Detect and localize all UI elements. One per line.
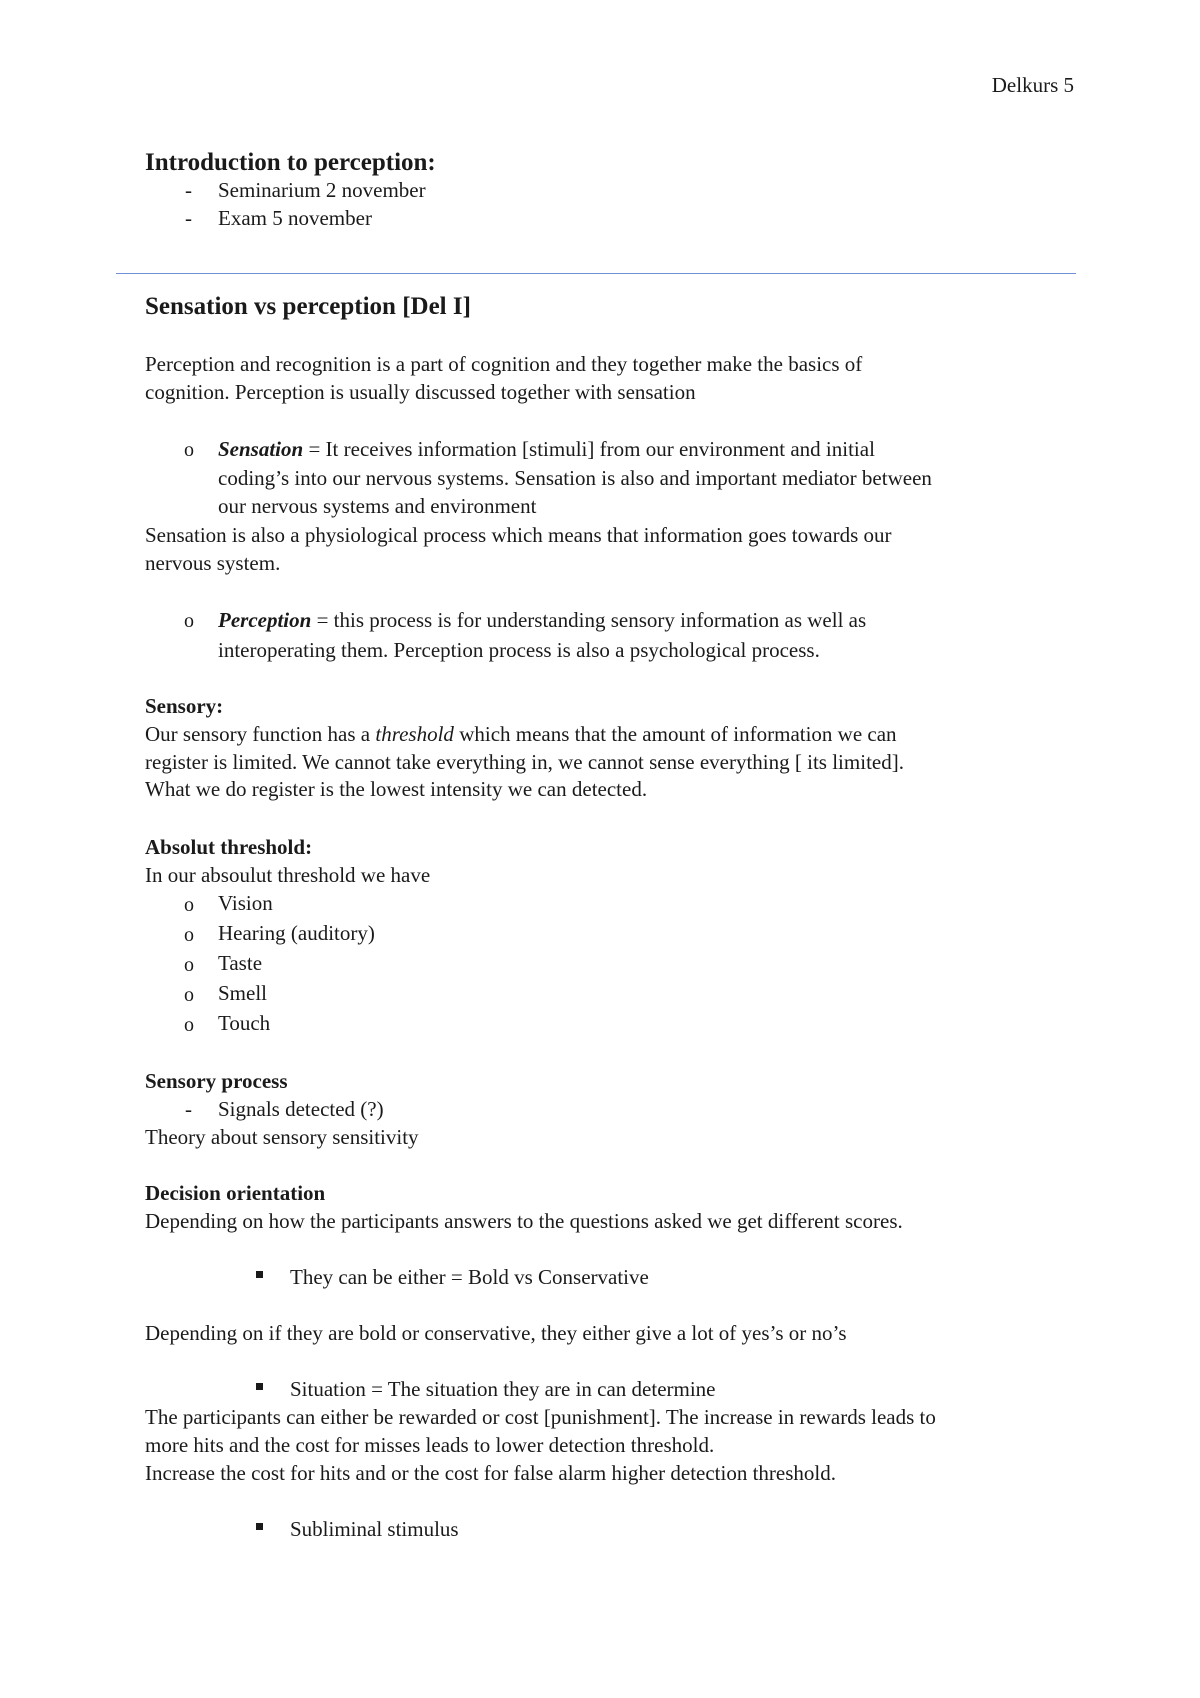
list-item: Vision — [218, 891, 273, 915]
process-heading: Sensory process — [145, 1069, 288, 1093]
decision-bullet: Subliminal stimulus — [290, 1517, 459, 1541]
paragraph-line: Perception and recognition is a part of cognition and they together make the basics of — [145, 352, 863, 376]
process-text: Theory about sensory sensitivity — [145, 1125, 419, 1149]
decision-line: Increase the cost for hits and or the cost for false alarm higher detection threshold. — [145, 1461, 837, 1485]
paragraph-line: cognition. Perception is usually discussed together with sensation — [145, 380, 696, 404]
process-item: Signals detected (?) — [218, 1097, 384, 1121]
sensory-text: which means that the amount of information we can — [453, 722, 897, 746]
circle-bullet-icon: o — [184, 894, 194, 916]
decision-bullet: They can be either = Bold vs Conservative — [290, 1265, 649, 1289]
perception-line: interoperating them. Perception process is also a psychological process. — [218, 638, 820, 662]
sensation-term: Sensation — [218, 437, 304, 461]
sensory-heading: Sensory: — [145, 694, 224, 718]
paragraph-line: nervous system. — [145, 551, 281, 575]
intro-item: Seminarium 2 november — [218, 178, 426, 202]
absolute-intro: In our absoulut threshold we have — [145, 863, 431, 887]
decision-line: The participants can either be rewarded or cost [punishment]. The increase in rewards leads to — [145, 1405, 936, 1429]
paragraph-line: Sensation is also a physiological process which means that information goes towards our — [145, 523, 892, 547]
intro-title: Introduction to perception: — [145, 149, 436, 176]
perception-term: Perception — [218, 608, 312, 632]
sensory-text: Our sensory function has a — [145, 722, 376, 746]
square-bullet-icon — [256, 1383, 263, 1390]
sensation-line: our nervous systems and environment — [218, 494, 537, 518]
intro-item: Exam 5 november — [218, 206, 372, 230]
dash-bullet: - — [185, 206, 192, 230]
square-bullet-icon — [256, 1523, 263, 1530]
circle-bullet-icon: o — [184, 610, 194, 632]
decision-heading: Decision orientation — [145, 1181, 326, 1205]
circle-bullet-icon: o — [184, 439, 194, 461]
list-item: Touch — [218, 1011, 271, 1035]
decision-text: Depending on if they are bold or conservative, they either give a lot of yes’s or no’s — [145, 1321, 847, 1345]
decision-intro: Depending on how the participants answers to the questions asked we get different scores. — [145, 1209, 903, 1233]
threshold-term: threshold — [375, 722, 454, 746]
sensory-line — [145, 724, 897, 745]
list-item: Taste — [218, 951, 263, 975]
perception-definition: = this process is for understanding sensory information as well as — [311, 608, 867, 632]
dash-bullet: - — [185, 178, 192, 202]
circle-bullet-icon: o — [184, 984, 194, 1006]
circle-bullet-icon: o — [184, 954, 194, 976]
absolute-heading: Absolut threshold: — [145, 835, 313, 859]
list-item: Smell — [218, 981, 268, 1005]
list-item: Hearing (auditory) — [218, 921, 375, 945]
circle-bullet-icon: o — [184, 1014, 194, 1036]
dash-bullet: - — [185, 1097, 192, 1121]
decision-line: more hits and the cost for misses leads to lower detection threshold. — [145, 1433, 715, 1457]
horizontal-rule — [116, 273, 1076, 274]
square-bullet-icon — [256, 1271, 263, 1278]
sensory-line: What we do register is the lowest intensity we can detected. — [145, 777, 648, 801]
perception-line — [218, 610, 866, 631]
sensation-line — [218, 439, 875, 460]
sensory-line: register is limited. We cannot take everything in, we cannot sense everything [ its limited]. — [145, 750, 904, 774]
page-header: Delkurs 5 — [991, 73, 1074, 97]
decision-bullet: Situation = The situation they are in can determine — [290, 1377, 716, 1401]
sensation-line: coding’s into our nervous systems. Sensation is also and important mediator between — [218, 466, 932, 490]
circle-bullet-icon: o — [184, 924, 194, 946]
section-title: Sensation vs perception [Del I] — [145, 293, 471, 320]
sensation-definition: = It receives information [stimuli] from our environment and initial — [303, 437, 875, 461]
